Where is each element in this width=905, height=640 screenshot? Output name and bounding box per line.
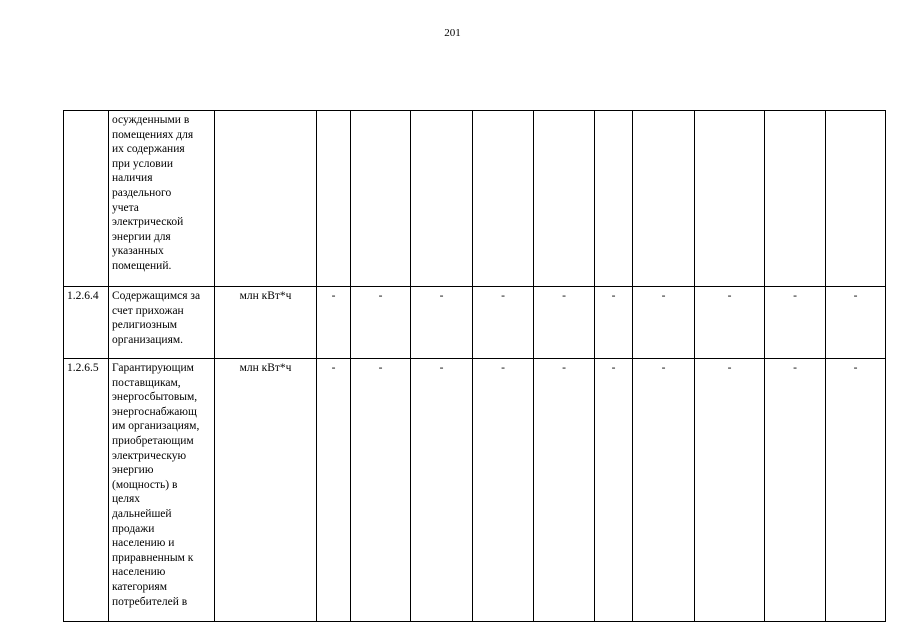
table-row: [64, 287, 886, 359]
row-unit: млн кВт*ч: [215, 359, 317, 622]
row-unit: млн кВт*ч: [215, 287, 317, 359]
row-code: [64, 111, 109, 287]
row-name: осужденными в помещениях для их содержания при условии наличия раздельного учета электрической энергии для указанных помещений.: [109, 111, 215, 287]
value-cell: [351, 111, 411, 287]
row-code: 1.2.6.4: [64, 287, 109, 359]
value-cell: -: [826, 359, 886, 622]
value-cell: [317, 111, 351, 287]
value-cell: [695, 111, 765, 287]
value-cell: -: [317, 359, 351, 622]
value-cell: -: [534, 287, 595, 359]
row-name: Гарантирующим поставщикам, энергосбытовым, энергоснабжающ им организациям, приобретающим электрическую энергию (мощность) в целях дальнейшей продажи населению и приравненным к населению категориям потребителей в: [109, 359, 215, 622]
value-cell: -: [695, 359, 765, 622]
value-cell: -: [595, 359, 633, 622]
value-cell: -: [351, 359, 411, 622]
row-unit: [215, 111, 317, 287]
value-cell: -: [317, 287, 351, 359]
value-cell: -: [411, 359, 473, 622]
value-cell: [534, 111, 595, 287]
value-cell: -: [534, 359, 595, 622]
value-cell: -: [765, 287, 826, 359]
value-cell: -: [411, 287, 473, 359]
value-cell: [765, 111, 826, 287]
data-table: [63, 110, 886, 622]
value-cell: [633, 111, 695, 287]
table-row: [64, 359, 886, 622]
value-cell: -: [826, 287, 886, 359]
value-cell: -: [595, 287, 633, 359]
value-cell: [473, 111, 534, 287]
table-row: [64, 111, 886, 287]
value-cell: -: [351, 287, 411, 359]
row-code: 1.2.6.5: [64, 359, 109, 622]
value-cell: [411, 111, 473, 287]
page-number: 201: [444, 27, 461, 39]
value-cell: -: [633, 359, 695, 622]
row-name: Содержащимся за счет прихожан религиозным организациям.: [109, 287, 215, 359]
value-cell: -: [765, 359, 826, 622]
value-cell: -: [633, 287, 695, 359]
value-cell: [826, 111, 886, 287]
value-cell: -: [473, 287, 534, 359]
value-cell: [595, 111, 633, 287]
value-cell: -: [695, 287, 765, 359]
value-cell: -: [473, 359, 534, 622]
